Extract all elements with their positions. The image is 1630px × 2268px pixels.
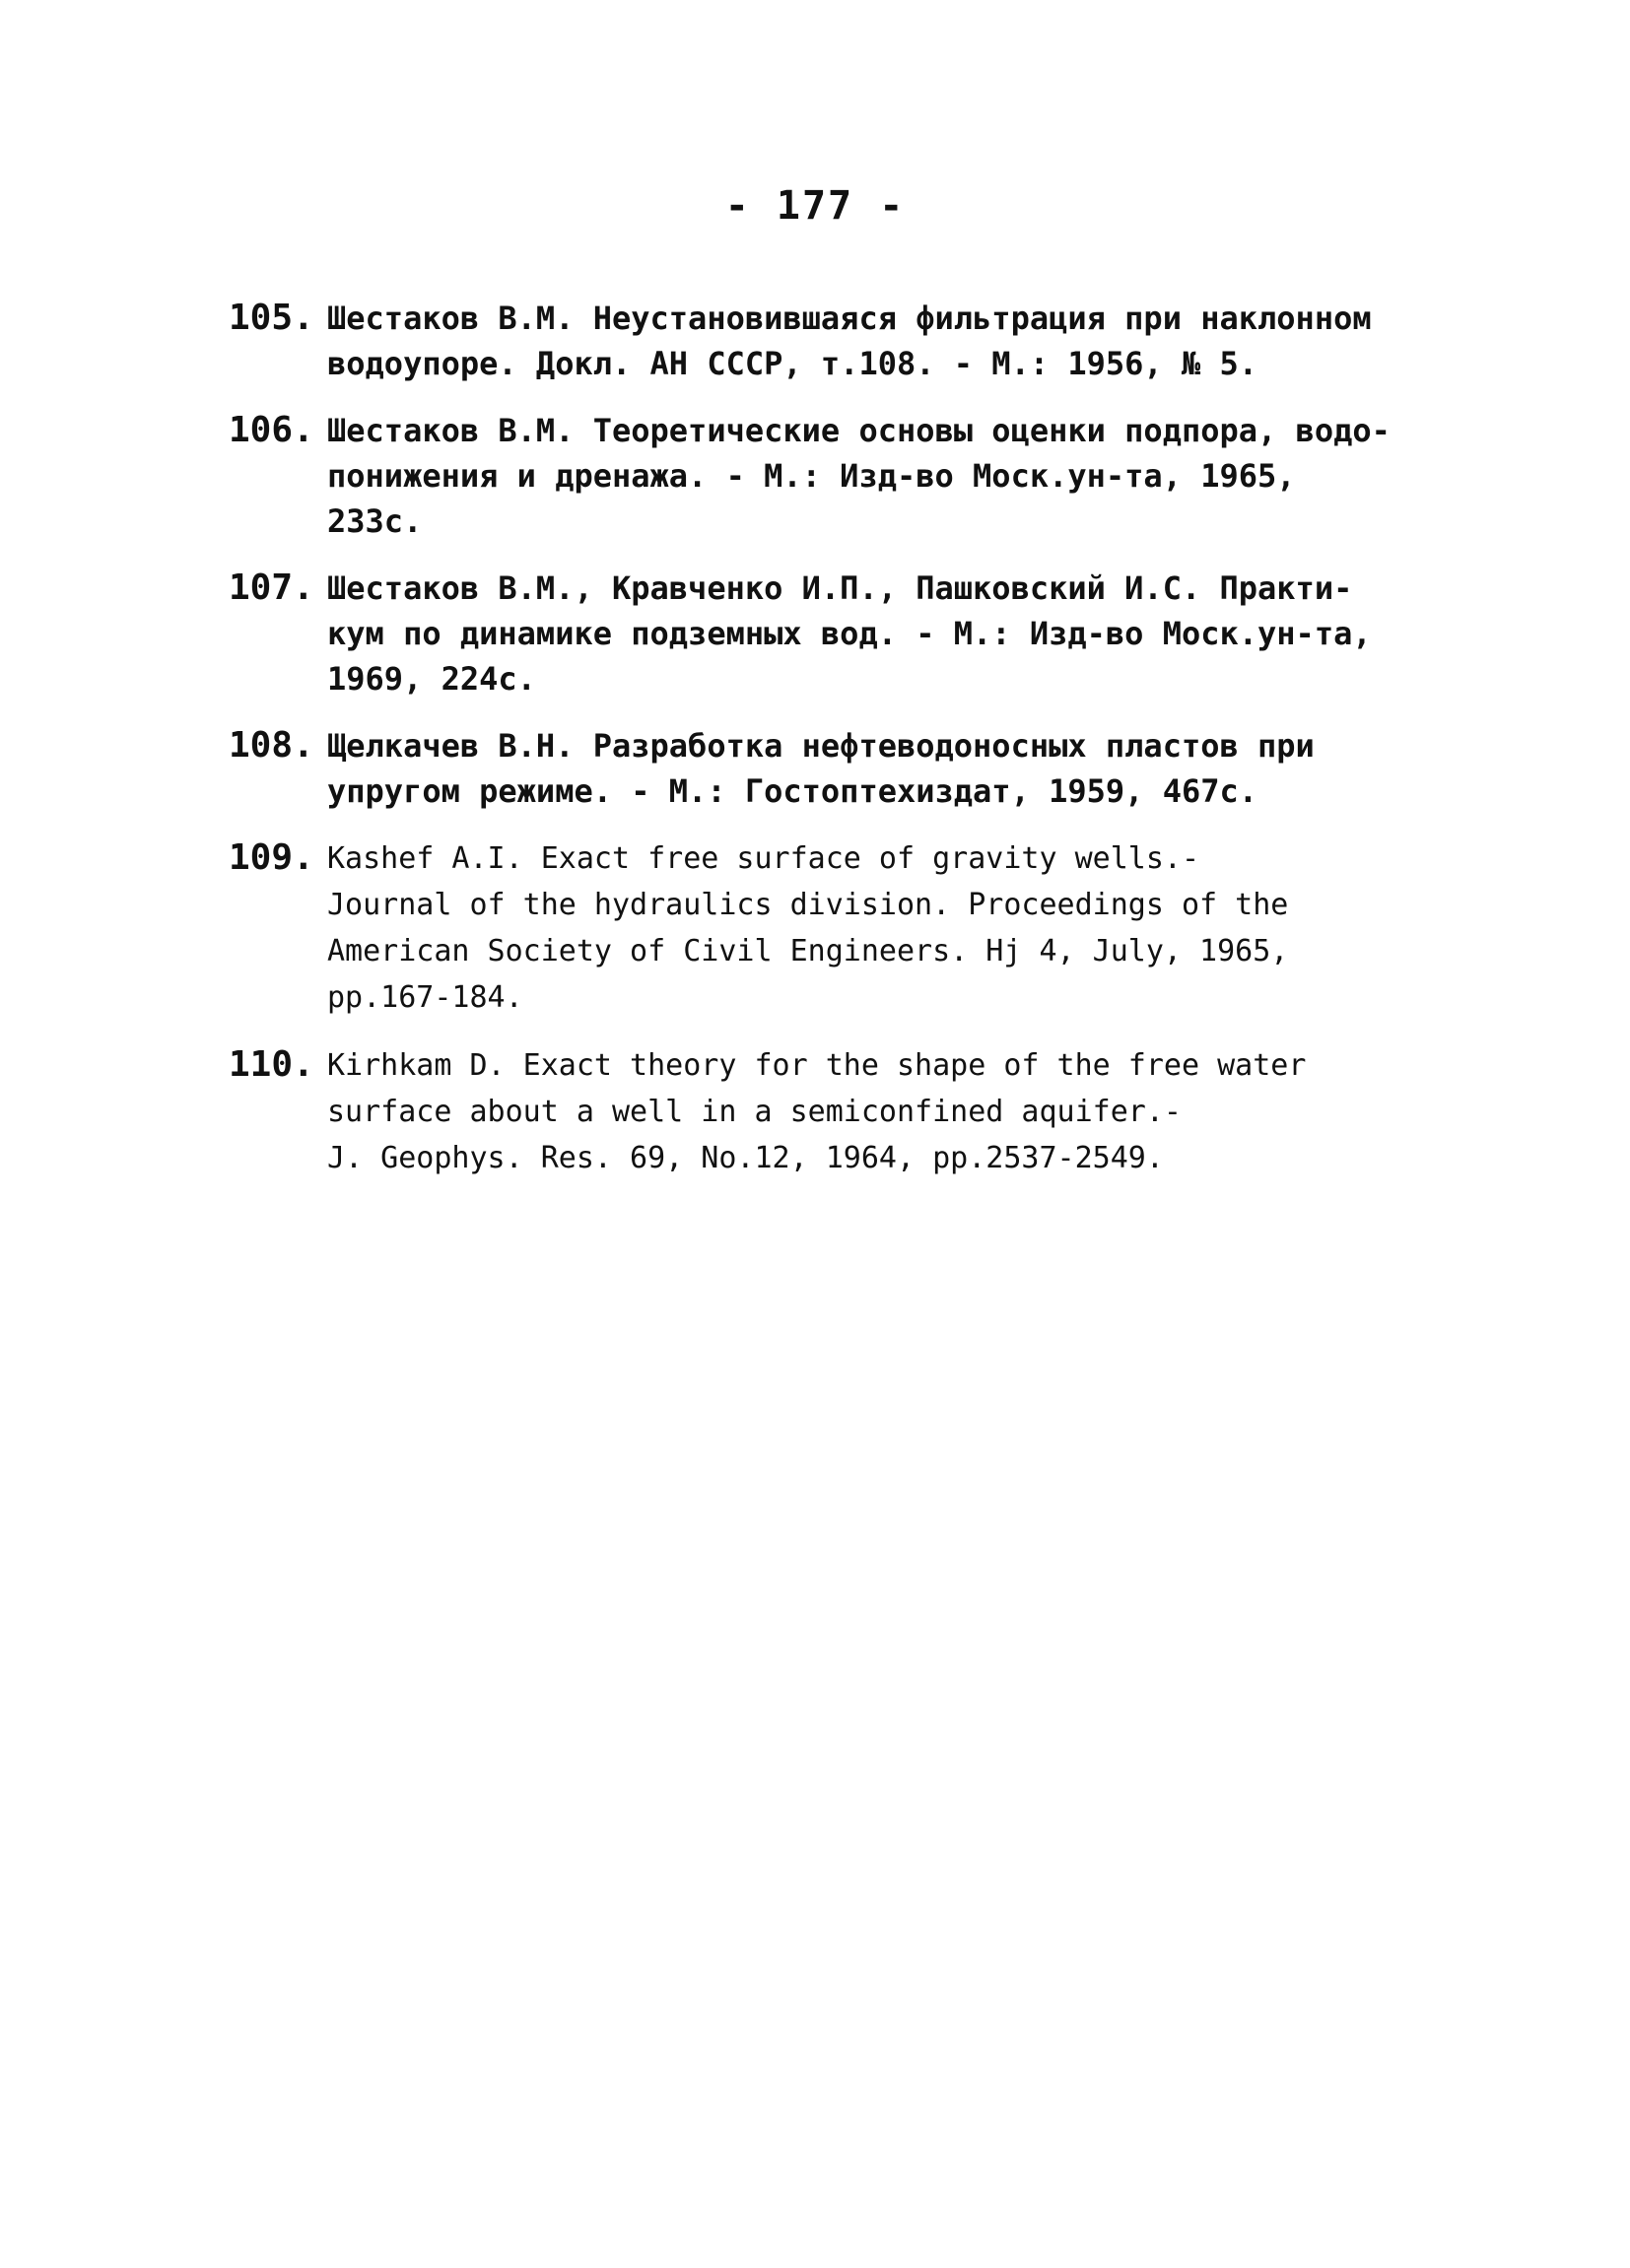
reference-line: 233с. — [327, 502, 423, 540]
reference-line: American Society of Civil Engineers. Hj 4, July, 1965, — [327, 934, 1289, 968]
reference-line: понижения и дренажа. - М.: Изд-во Моск.ун-та, 1965, — [327, 457, 1296, 495]
reference-text — [327, 566, 1431, 701]
reference-line: Щелкачев В.Н. Разработка нефтеводоносных пластов при — [327, 727, 1315, 765]
reference-line: surface about a well in a semiconfined aquifer.- — [327, 1095, 1182, 1129]
reference-text — [327, 296, 1431, 386]
reference-item — [229, 723, 1431, 814]
reference-text — [327, 723, 1431, 814]
reference-number: 109. — [229, 837, 314, 878]
reference-line: 1969, 224с. — [327, 660, 536, 698]
reference-line: Шестаков В.М. Неустановившаяся фильтрация при наклонном — [327, 300, 1372, 337]
reference-list — [229, 296, 1431, 1203]
reference-item — [229, 1042, 1431, 1181]
page-number: - 177 - — [724, 183, 906, 229]
reference-line: упругом режиме. - М.: Гостоптехиздат, 1959, 467с. — [327, 772, 1258, 810]
reference-line: Шестаков В.М. Теоретические основы оценки подпора, водо- — [327, 412, 1391, 449]
reference-number: 110. — [229, 1044, 314, 1085]
reference-line: кум по динамике подземных вод. - М.: Изд-во Моск.ун-та, — [327, 615, 1372, 652]
reference-text — [327, 408, 1431, 544]
reference-number: 107. — [229, 567, 314, 608]
reference-line: Journal of the hydraulics division. Proceedings of the — [327, 888, 1289, 922]
reference-line: pp.167-184. — [327, 980, 523, 1015]
reference-text — [327, 835, 1431, 1021]
reference-line: Kashef A.I. Exact free surface of gravity wells.- — [327, 841, 1200, 876]
reference-number: 105. — [229, 298, 314, 338]
reference-item — [229, 296, 1431, 386]
reference-line: Kirhkam D. Exact theory for the shape of the free water — [327, 1048, 1307, 1083]
reference-number: 108. — [229, 725, 314, 766]
reference-line: водоупоре. Докл. АН СССР, т.108. - М.: 1956, № 5. — [327, 345, 1258, 382]
reference-item — [229, 408, 1431, 544]
reference-item — [229, 566, 1431, 701]
reference-line: J. Geophys. Res. 69, No.12, 1964, pp.2537-2549. — [327, 1141, 1164, 1175]
reference-item — [229, 835, 1431, 1021]
reference-number: 106. — [229, 410, 314, 450]
reference-text — [327, 1042, 1431, 1181]
reference-line: Шестаков В.М., Кравченко И.П., Пашковский И.С. Практи- — [327, 569, 1353, 607]
